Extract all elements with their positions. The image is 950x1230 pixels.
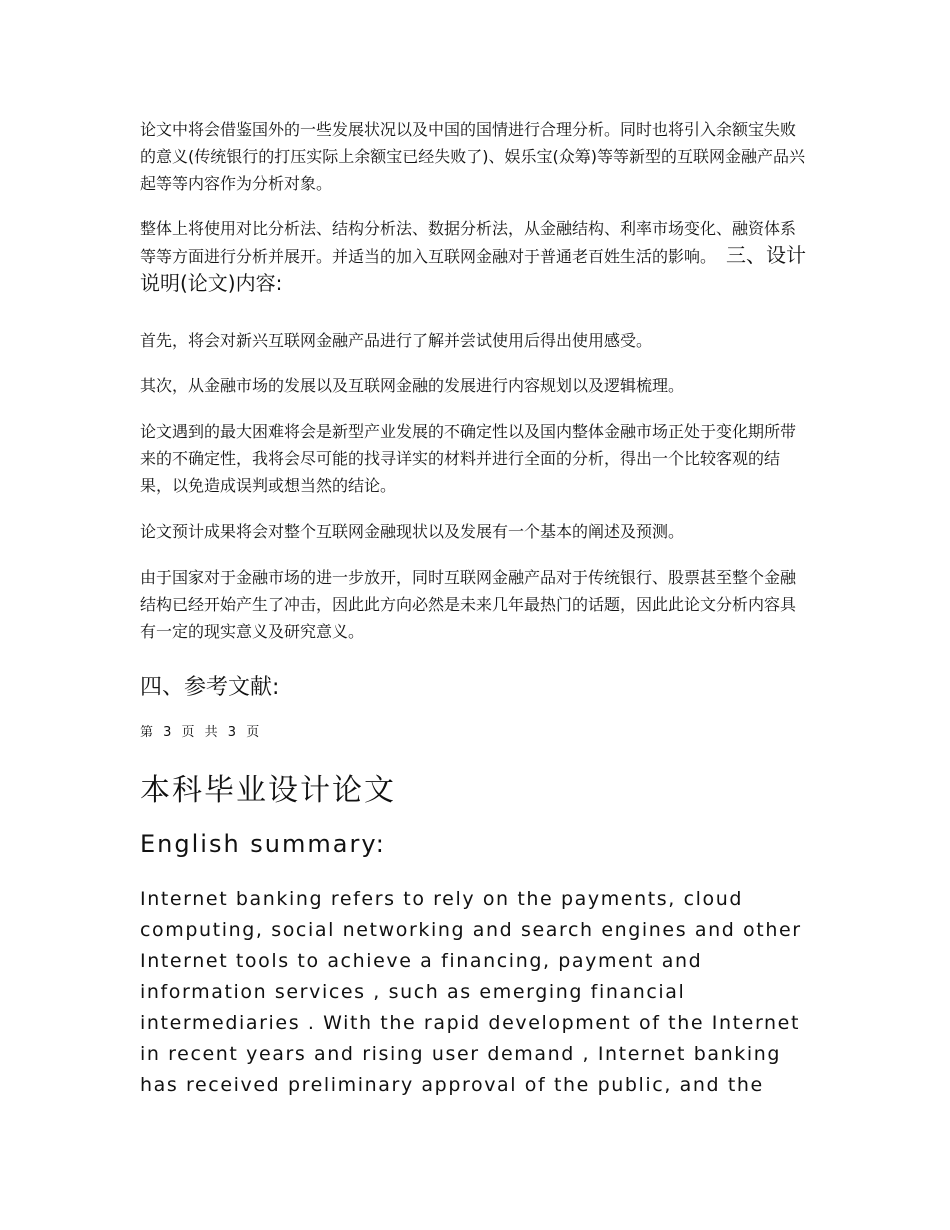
- paragraph-6: 论文预计成果将会对整个互联网金融现状以及发展有一个基本的阐述及预测。: [140, 522, 685, 541]
- paragraph-2-text: 整体上将使用对比分析法、结构分析法、数据分析法，从金融结构、利率市场变化、融资体系等等方面进行分析并展开。并适当的加入互联网金融对于普通老百姓生活的影响。: [140, 219, 797, 266]
- english-line-6: in recent years and rising user demand , Internet banking: [140, 1043, 782, 1065]
- english-line-7: has received preliminary approval of the public, and the: [140, 1074, 764, 1096]
- paragraph-4: 其次，从金融市场的发展以及互联网金融的发展进行内容规划以及逻辑梳理。: [140, 376, 685, 395]
- document-title: 本科毕业设计论文: [140, 773, 396, 808]
- paragraph-2: [140, 215, 810, 298]
- section-4-heading: 四、参考文献:: [140, 675, 280, 700]
- paragraph-5: 论文遇到的最大困难将会是新型产业发展的不确定性以及国内整体金融市场正处于变化期所带来的不确定性，我将会尽可能的找寻详实的材料并进行全面的分析，得出一个比较客观的结果，以免造成误判或想当然的结论。: [140, 422, 797, 495]
- paragraph-3: 首先，将会对新兴互联网金融产品进行了解并尝试使用后得出使用感受。: [140, 331, 653, 350]
- english-line-4: information services , such as emerging financial: [140, 981, 686, 1003]
- english-summary-body: [140, 884, 820, 1101]
- paragraph-7: 由于国家对于金融市场的进一步放开，同时互联网金融产品对于传统银行、股票甚至整个金融结构已经开始产生了冲击，因此此方向必然是未来几年最热门的话题，因此此论文分析内容具有一定的现实意义及研究意义。: [140, 568, 797, 641]
- english-line-1: Internet banking refers to rely on the payments, cloud: [140, 888, 744, 910]
- english-line-2: computing, social networking and search engines and other: [140, 919, 802, 941]
- section-3-heading: 三、设计说明(论文)内容:: [140, 243, 807, 295]
- english-line-5: intermediaries . With the rapid development of the Internet: [140, 1012, 801, 1034]
- english-summary-heading: English summary:: [140, 830, 386, 858]
- page-footer: 第 3 页 共 3 页: [140, 725, 263, 740]
- paragraph-1: 论文中将会借鉴国外的一些发展状况以及中国的国情进行合理分析。同时也将引入余额宝失败的意义(传统银行的打压实际上余额宝已经失败了)、娱乐宝(众筹)等等新型的互联网金融产品兴起等等内容作为分析对象。: [140, 120, 805, 193]
- english-line-3: Internet tools to achieve a financing, payment and: [140, 950, 703, 972]
